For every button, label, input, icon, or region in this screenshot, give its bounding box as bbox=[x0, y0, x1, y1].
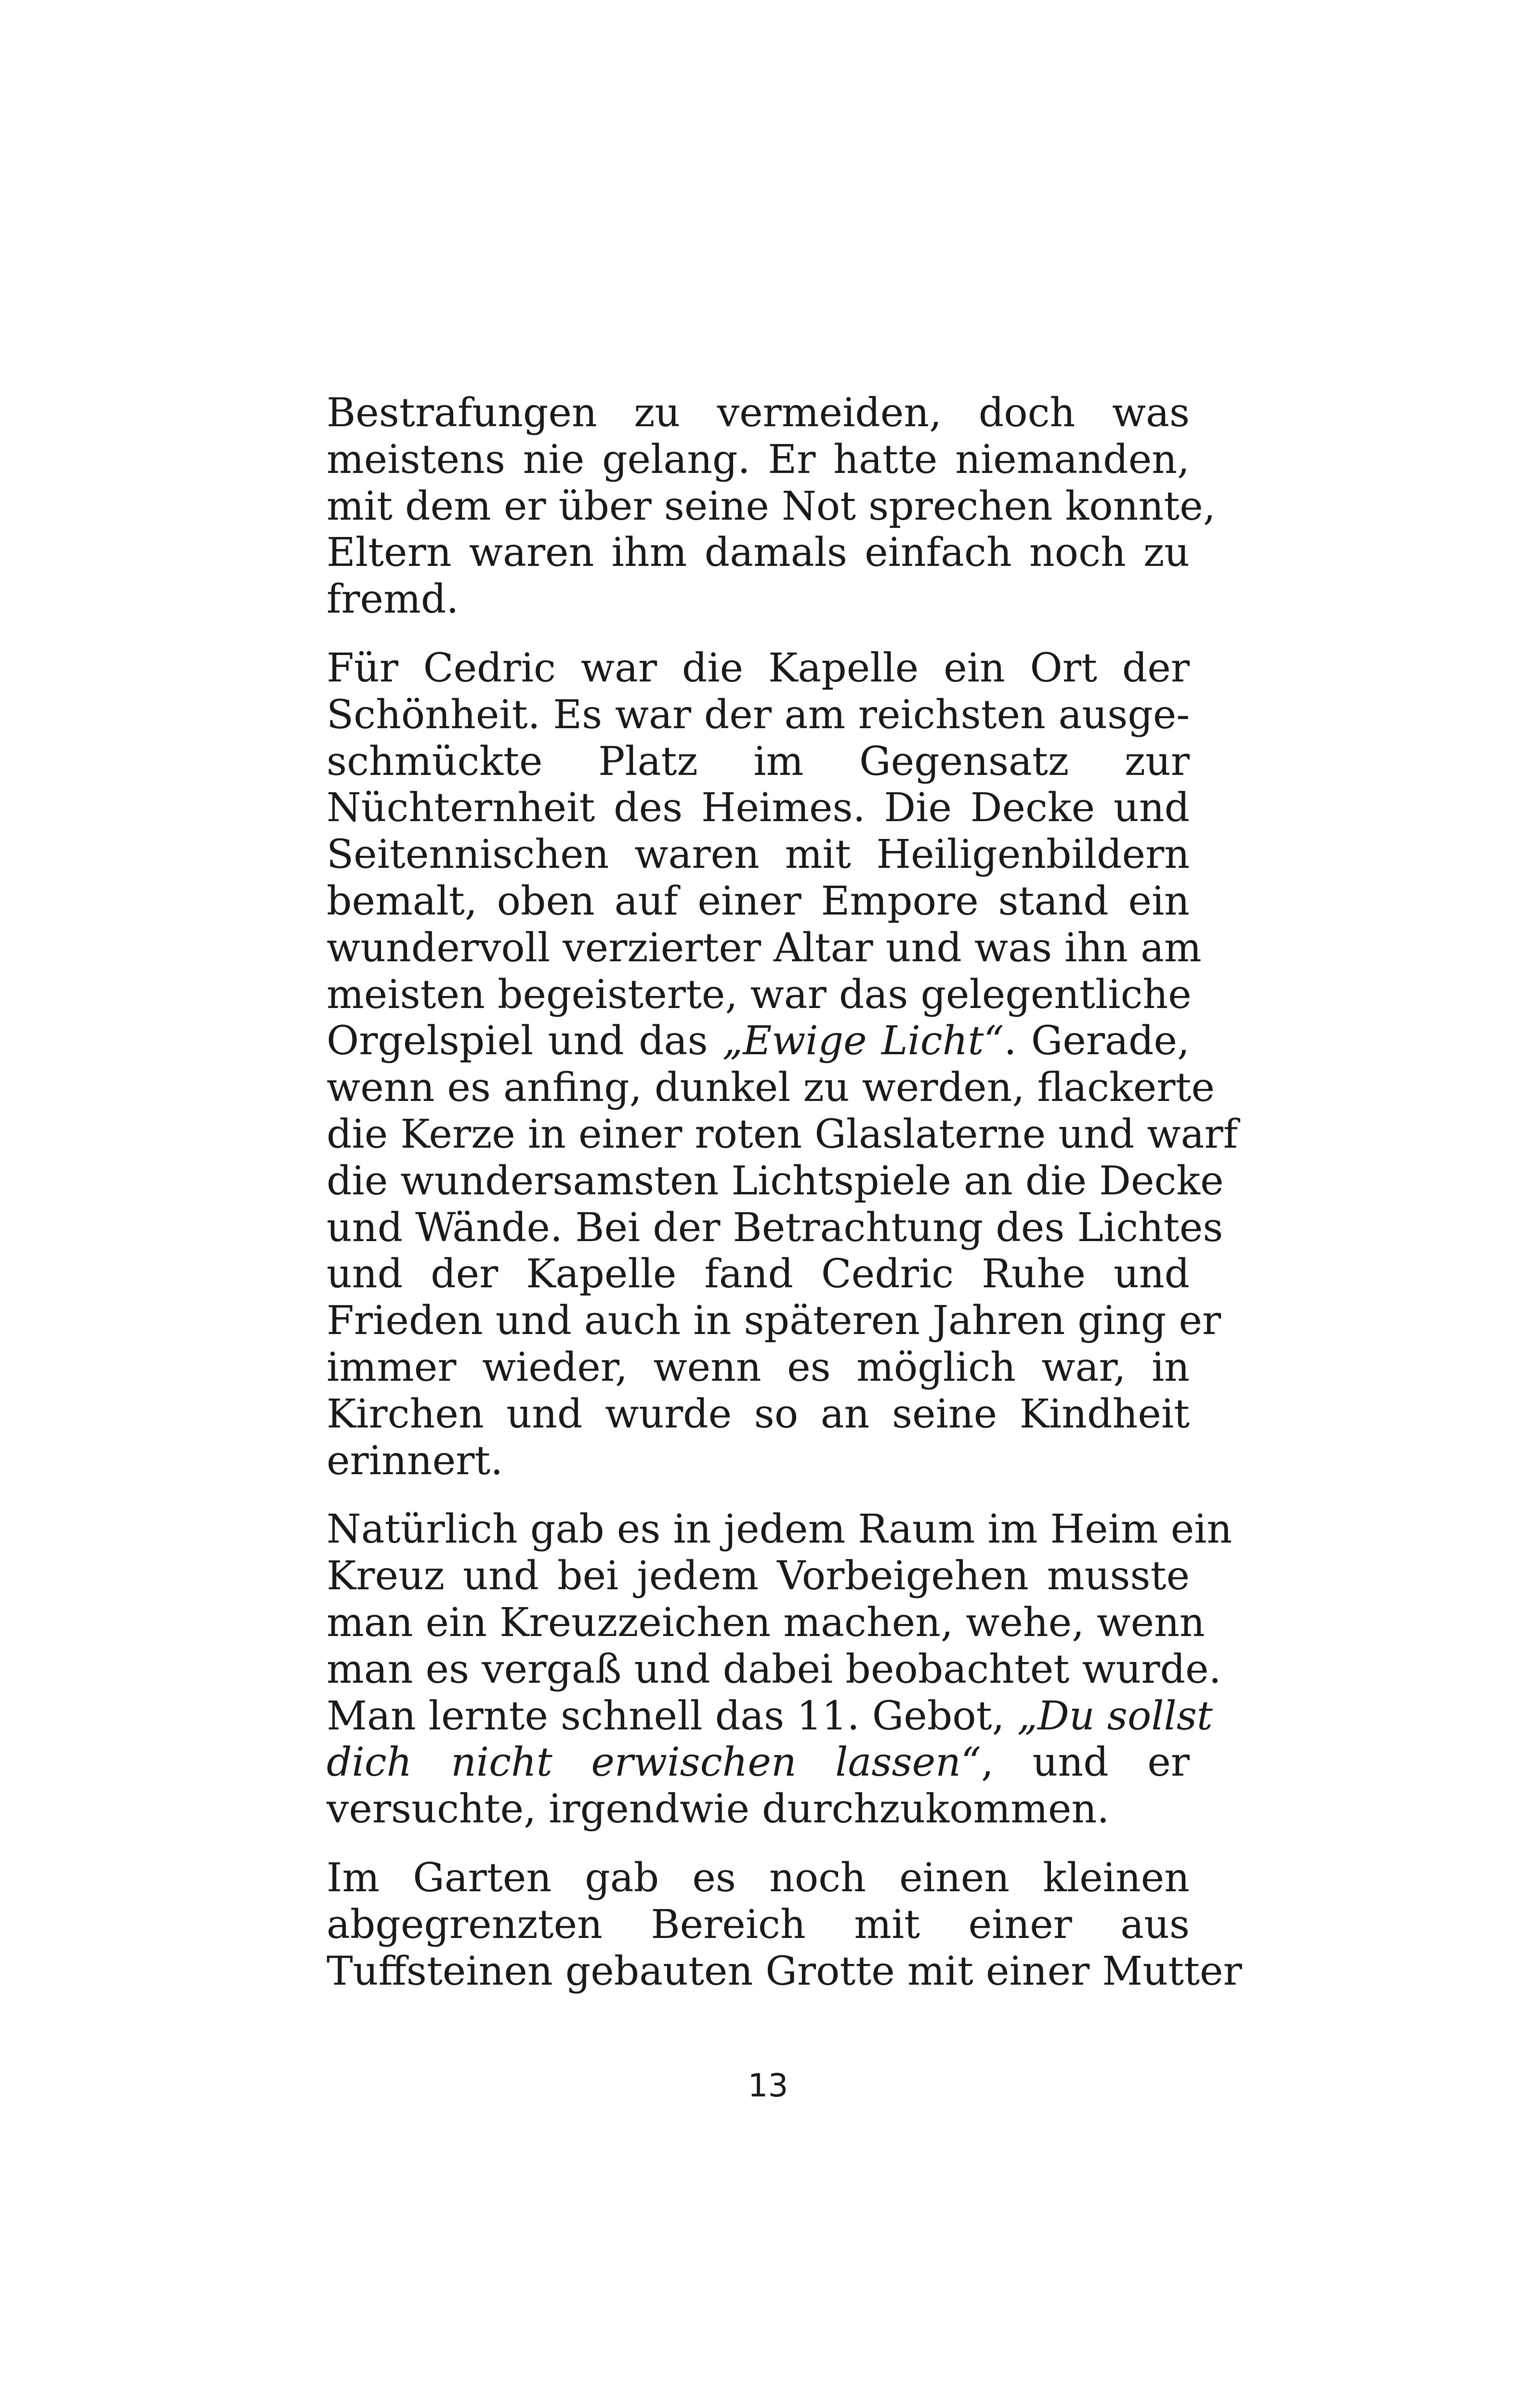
text-line: abgegrenzten Bereich mit einer aus bbox=[327, 1901, 1190, 1948]
text-line: meistens nie gelang. Er hatte niemanden, bbox=[327, 436, 1190, 483]
text-line: Eltern waren ihm damals einfach noch zu bbox=[327, 530, 1190, 576]
paragraph-4 bbox=[327, 1855, 1242, 1995]
italic-phrase: „Ewige Licht“ bbox=[722, 1018, 1004, 1064]
text-line: die wundersamsten Lichtspiele an die Decke bbox=[327, 1158, 1224, 1204]
paragraph-3 bbox=[327, 1506, 1233, 1833]
italic-phrase: „Du sollst bbox=[1017, 1693, 1213, 1739]
text-line: wenn es anfing, dunkel zu werden, flackerte bbox=[327, 1065, 1215, 1111]
text-line: Natürlich gab es in jedem Raum im Heim ein bbox=[327, 1506, 1233, 1553]
text-line: versuchte, irgendwie durchzukommen. bbox=[327, 1786, 1110, 1832]
italic-phrase: dich nicht erwischen lassen“ bbox=[327, 1740, 981, 1786]
text-line: Nüchternheit des Heimes. Die Decke und bbox=[327, 785, 1190, 831]
text-line bbox=[327, 1740, 1190, 1786]
text-line: Für Cedric war die Kapelle ein Ort der bbox=[327, 645, 1190, 691]
text-line: schmückte Platz im Gegensatz zur bbox=[327, 738, 1190, 785]
text-line: und Wände. Bei der Betrachtung des Lichtes bbox=[327, 1204, 1223, 1251]
text-line bbox=[327, 1693, 1213, 1740]
text-line: Im Garten gab es noch einen kleinen bbox=[327, 1855, 1190, 1901]
paragraph-2 bbox=[327, 645, 1238, 1484]
text-line: und der Kapelle fand Cedric Ruhe und bbox=[327, 1251, 1190, 1297]
text-line: bemalt, oben auf einer Empore stand ein bbox=[327, 878, 1190, 924]
text-fragment: . Gerade, bbox=[1004, 1018, 1190, 1064]
text-line: Schönheit. Es war der am reichsten ausge- bbox=[327, 692, 1190, 738]
text-line bbox=[327, 1018, 1190, 1065]
text-line: Bestrafungen zu vermeiden, doch was bbox=[327, 390, 1190, 436]
text-line: mit dem er über seine Not sprechen konnte, bbox=[327, 483, 1216, 529]
text-line: Frieden und auch in späteren Jahren ging er bbox=[327, 1298, 1221, 1344]
body-text bbox=[327, 390, 1242, 2017]
text-line: wundervoll verzierter Altar und was ihn am bbox=[327, 925, 1202, 971]
text-line: immer wieder, wenn es möglich war, in bbox=[327, 1344, 1190, 1390]
text-line: Tuffsteinen gebauten Grotte mit einer Mutter bbox=[327, 1948, 1242, 1994]
text-line: Kreuz und bei jedem Vorbeigehen musste bbox=[327, 1553, 1190, 1599]
text-line: erinnert. bbox=[327, 1438, 503, 1484]
text-line: man es vergaß und dabei beobachtet wurde. bbox=[327, 1646, 1221, 1692]
text-fragment: Orgelspiel und das bbox=[327, 1018, 722, 1064]
page-number: 13 bbox=[748, 2067, 788, 2104]
text-line: man ein Kreuzzeichen machen, wehe, wenn bbox=[327, 1599, 1205, 1646]
text-line: meisten begeisterte, war das gelegentliche bbox=[327, 971, 1192, 1018]
text-line: fremd. bbox=[327, 576, 459, 623]
text-fragment: Man lernte schnell das 11. Gebot, bbox=[327, 1693, 1017, 1739]
text-line: die Kerze in einer roten Glaslaterne und warf bbox=[327, 1111, 1238, 1157]
text-line: Seitennischen waren mit Heiligenbildern bbox=[327, 832, 1190, 878]
paragraph-1 bbox=[327, 390, 1216, 623]
text-fragment: , und er bbox=[981, 1740, 1190, 1786]
text-line: Kirchen und wurde so an seine Kindheit bbox=[327, 1391, 1190, 1437]
